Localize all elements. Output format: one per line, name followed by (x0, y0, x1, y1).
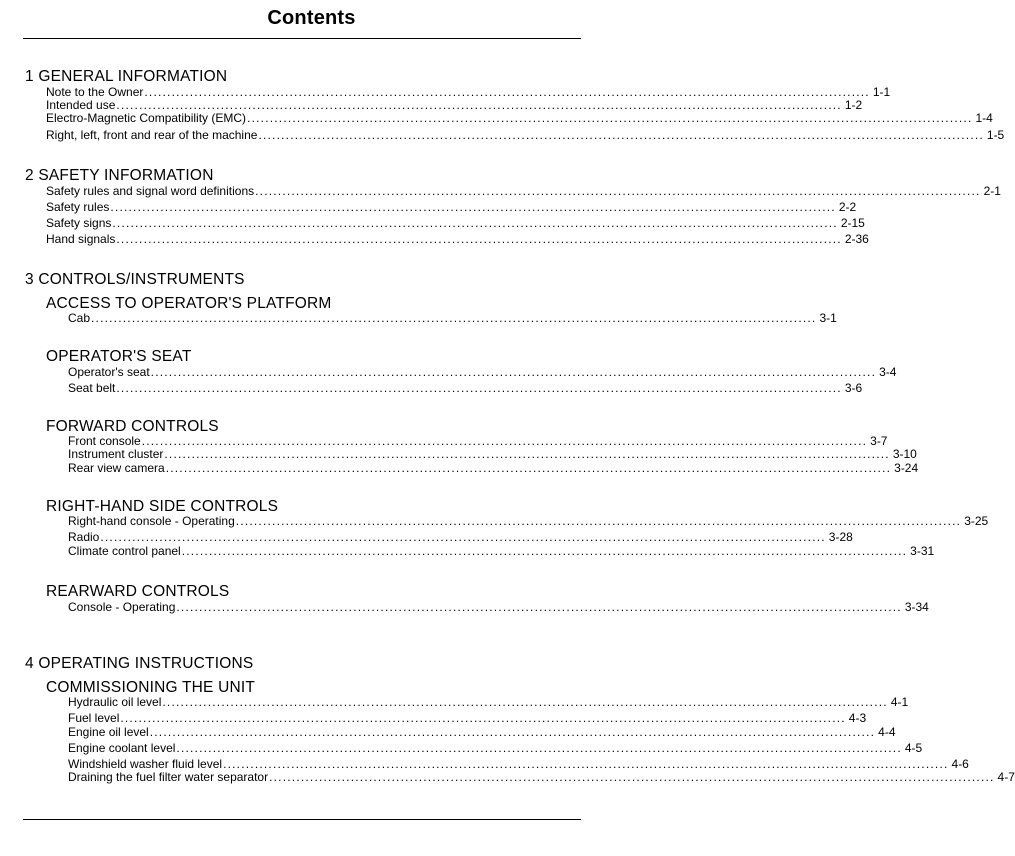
toc-entry[interactable]: Hydraulic oil level ................................................................................................................................................................ 4-1 (68, 695, 909, 709)
toc-entry-page: 3-31 (910, 544, 935, 558)
toc-entry-label: Intended use (46, 98, 116, 112)
toc-entry-page: 3-24 (894, 461, 919, 475)
section-heading: OPERATOR'S SEAT (46, 348, 192, 365)
toc-entry[interactable]: Note to the Owner ................................................................................................................................................................ 1-1 (46, 85, 891, 99)
chapter-heading: 1 GENERAL INFORMATION (25, 68, 228, 85)
toc-entry-page: 3-10 (892, 447, 917, 461)
toc-entry[interactable]: Radio ................................................................................................................................................................ 3-28 (68, 530, 853, 544)
toc-entry[interactable]: Electro-Magnetic Compatibility (EMC) ................................................................................................................................................................ 1-4 (46, 111, 993, 125)
toc-entry[interactable]: Right-hand console - Operating ................................................................................................................................................................ 3-25 (68, 514, 989, 528)
toc-entry[interactable]: Safety signs ................................................................................................................................................................ 2-15 (46, 216, 865, 230)
toc-entry-label: Hand signals (46, 232, 116, 246)
section-heading: ACCESS TO OPERATOR'S PLATFORM (46, 295, 332, 312)
toc-entry-page: 2-36 (844, 232, 869, 246)
toc-entry-page: 4-6 (951, 757, 969, 771)
toc-entry-label: Windshield washer fluid level (68, 757, 223, 771)
toc-entry-page: 4-7 (997, 770, 1015, 784)
page-title: Contents (267, 7, 356, 29)
toc-entry-label: Climate control panel (68, 544, 181, 558)
toc-entry-page: 3-4 (879, 365, 897, 379)
toc-entry[interactable]: Engine oil level ................................................................................................................................................................ 4-4 (68, 725, 896, 739)
toc-entry[interactable]: Windshield washer fluid level ................................................................................................................................................................ 4-6 (68, 757, 969, 771)
toc-entry[interactable]: Draining the fuel filter water separator ................................................................................................................................................................ 4-7 (68, 770, 1015, 784)
toc-entry-page: 1-5 (986, 128, 1005, 142)
section-heading: COMMISSIONING THE UNIT (46, 679, 256, 696)
toc-entry[interactable]: Seat belt ................................................................................................................................................................ 3-6 (68, 381, 863, 395)
toc-entry-page: 4-3 (848, 711, 867, 725)
toc-entry-label: Engine oil level (68, 725, 149, 739)
toc-entry[interactable]: Rear view camera ................................................................................................................................................................ 3-24 (68, 461, 919, 475)
toc-entry-label: Electro-Magnetic Compatibility (EMC) (46, 111, 247, 125)
toc-entry-page: 3-28 (828, 530, 853, 544)
toc-entry-label: Radio (68, 530, 100, 544)
toc-entry-page: 3-1 (819, 311, 837, 325)
section-heading: RIGHT-HAND SIDE CONTROLS (46, 498, 279, 515)
chapter-heading: 2 SAFETY INFORMATION (25, 167, 214, 184)
toc-entry-page: 4-4 (878, 725, 896, 739)
chapter-heading: 4 OPERATING INSTRUCTIONS (25, 655, 254, 672)
toc-entry-label: Cab (68, 311, 91, 325)
toc-entry[interactable]: Front console ................................................................................................................................................................ 3-7 (68, 434, 888, 448)
toc-entry-page: 1-2 (844, 98, 863, 112)
toc-entry-label: Right-hand console - Operating (68, 514, 235, 528)
toc-entry-label: Rear view camera (68, 461, 165, 475)
toc-entry-page: 4-1 (890, 695, 909, 709)
toc-entry[interactable]: Operator's seat ................................................................................................................................................................ 3-4 (68, 365, 897, 379)
toc-entry-label: Hydraulic oil level (68, 695, 162, 709)
toc-entry[interactable]: Fuel level ................................................................................................................................................................ 4-3 (68, 711, 867, 725)
section-heading: FORWARD CONTROLS (46, 418, 219, 435)
toc-entry[interactable]: Climate control panel ................................................................................................................................................................ 3-31 (68, 544, 935, 558)
toc-entry-label: Operator's seat (68, 365, 150, 379)
toc-entry[interactable]: Engine coolant level ................................................................................................................................................................ 4-5 (68, 741, 923, 755)
toc-entry[interactable]: Cab ................................................................................................................................................................ 3-1 (68, 311, 837, 325)
toc-entry-label: Note to the Owner (46, 85, 144, 99)
toc-entry-label: Right, left, front and rear of the machine (46, 128, 258, 142)
toc-entry-page: 2-2 (838, 200, 857, 214)
toc-entry[interactable]: Hand signals ................................................................................................................................................................ 2-36 (46, 232, 869, 246)
toc-entry-page: 3-34 (904, 600, 929, 614)
toc-entry-page: 1-1 (872, 85, 891, 99)
toc-entry[interactable]: Console - Operating ................................................................................................................................................................ 3-34 (68, 600, 929, 614)
toc-entry-page: 2-15 (840, 216, 865, 230)
toc-entry-label: Engine coolant level (68, 741, 176, 755)
toc-entry-label: Safety rules (46, 200, 110, 214)
toc-entry-label: Seat belt (68, 381, 116, 395)
toc-entry-label: Safety signs (46, 216, 112, 230)
toc-entry-label: Front console (68, 434, 141, 448)
toc-entry-page: 3-7 (870, 434, 888, 448)
toc-entry[interactable]: Safety rules and signal word definitions ................................................................................................................................................................ 2-1 (46, 184, 1001, 198)
toc-entry-label: Fuel level (68, 711, 120, 725)
toc-entry[interactable]: Instrument cluster ................................................................................................................................................................ 3-10 (68, 447, 917, 461)
toc-entry[interactable]: Intended use ................................................................................................................................................................ 1-2 (46, 98, 863, 112)
toc-entry-page: 4-5 (904, 741, 923, 755)
toc-entry-page: 3-6 (844, 381, 863, 395)
section-heading: REARWARD CONTROLS (46, 583, 230, 600)
toc-entry-page: 2-1 (983, 184, 1001, 198)
toc-entry-label: Draining the fuel filter water separator (68, 770, 269, 784)
toc-entry-page: 1-4 (975, 111, 993, 125)
toc-entry-label: Safety rules and signal word definitions (46, 184, 255, 198)
top-divider (23, 38, 581, 39)
toc-entry[interactable]: Safety rules ................................................................................................................................................................ 2-2 (46, 200, 857, 214)
toc-entry-page: 3-25 (964, 514, 989, 528)
bottom-divider (23, 819, 581, 820)
chapter-heading: 3 CONTROLS/INSTRUMENTS (25, 271, 245, 288)
toc-entry-label: Instrument cluster (68, 447, 164, 461)
toc-entry[interactable]: Right, left, front and rear of the machine ................................................................................................................................................................ 1-5 (46, 128, 1005, 142)
toc-entry-label: Console - Operating (68, 600, 176, 614)
